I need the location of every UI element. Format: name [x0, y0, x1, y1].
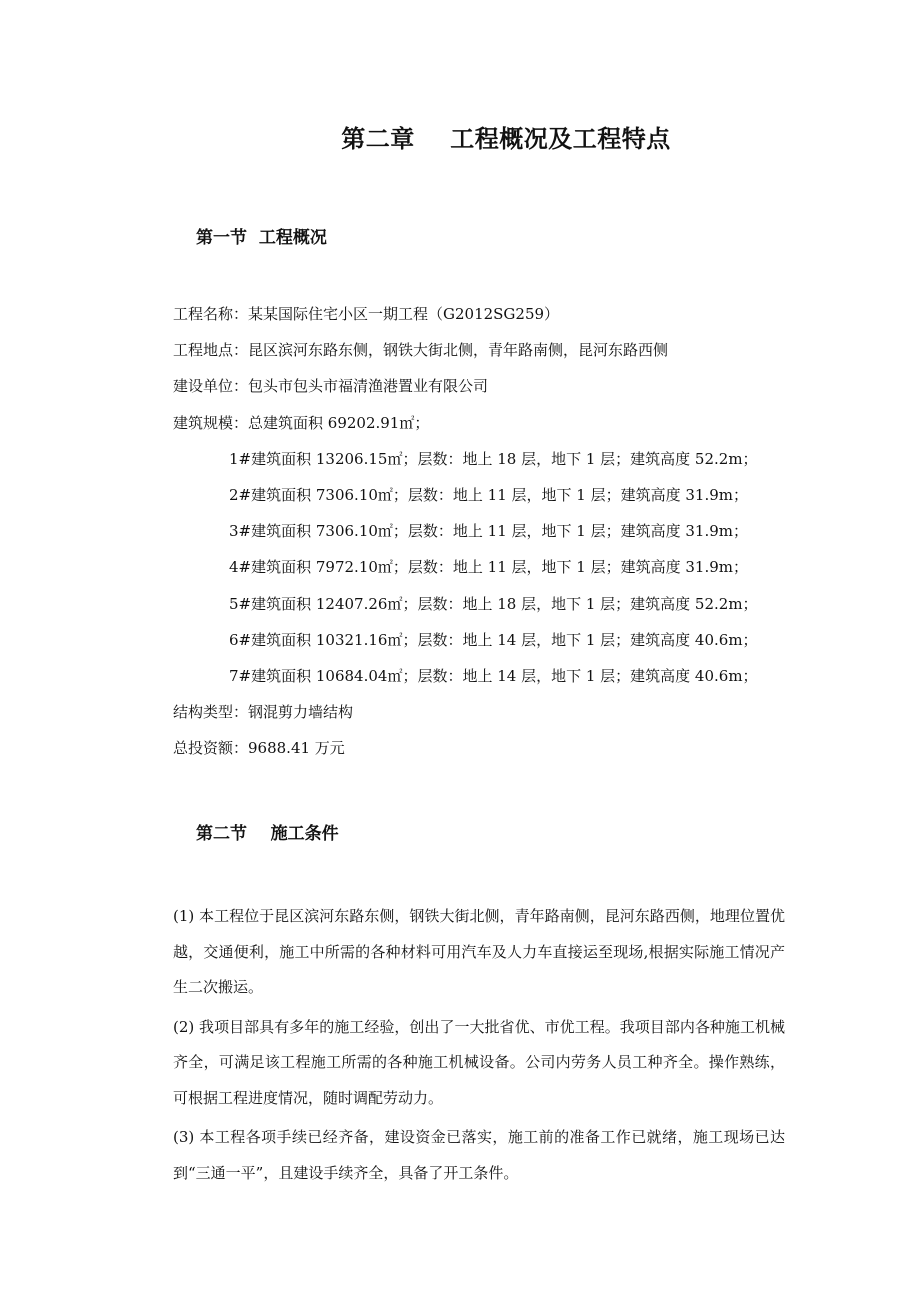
project-info-list	[0, 301, 920, 771]
condition-paragraph-2: (2) 我项目部具有多年的施工经验，创出了一大批省优、市优工程。我项目部内各种施工机械齐全，可满足该工程施工所需的各种施工机械设备。公司内劳务人员工种齐全。操作熟练，可根据工程进度情况，随时调配劳动力。	[173, 1017, 785, 1107]
info-line-building-3: 3#建筑面积 7306.10㎡；层数：地上 11 层，地下 1 层；建筑高度 31.9m；	[229, 522, 749, 541]
condition-paragraph-3: (3) 本工程各项手续已经齐备，建设资金已落实，施工前的准备工作已就绪，施工现场已达到“三通一平”，且建设手续齐全，具备了开工条件。	[173, 1128, 785, 1182]
section-title-construction-conditions: 第二节 施工条件	[196, 824, 339, 844]
info-line-building-7: 7#建筑面积 10684.04㎡；层数：地上 14 层，地下 1 层；建筑高度 40.6m；	[229, 666, 758, 685]
chapter-title: 第二章 工程概况及工程特点	[341, 124, 671, 153]
info-line-building-2: 2#建筑面积 7306.10㎡；层数：地上 11 层，地下 1 层；建筑高度 31.9m；	[229, 485, 749, 504]
construction-conditions-body	[173, 899, 785, 1195]
condition-paragraph-1: (1) 本工程位于昆区滨河东路东侧，钢铁大街北侧，青年路南侧，昆河东路西侧，地理位置优越，交通便利，施工中所需的各种材料可用汽车及人力车直接运至现场,根据实际施工情况产生二次搬运。	[173, 907, 785, 996]
info-line-building-5: 5#建筑面积 12407.26㎡；层数：地上 18 层，地下 1 层；建筑高度 52.2m；	[229, 594, 758, 613]
info-line-project-name: 工程名称：某某国际住宅小区一期工程（G2012SG259）	[173, 305, 560, 323]
info-line-building-scale: 建筑规模：总建筑面积 69202.91㎡；	[173, 413, 430, 432]
info-line-building-4: 4#建筑面积 7972.10㎡；层数：地上 11 层，地下 1 层；建筑高度 31.9m；	[229, 558, 749, 577]
info-line-developer: 建设单位：包头市包头市福清渔港置业有限公司	[173, 377, 489, 396]
info-line-total-investment: 总投资额：9688.41 万元	[173, 739, 345, 758]
info-line-project-location: 工程地点：昆区滨河东路东侧，钢铁大街北侧，青年路南侧，昆河东路西侧	[173, 341, 669, 360]
info-line-structure-type: 结构类型：钢混剪力墙结构	[173, 703, 354, 722]
info-line-building-6: 6#建筑面积 10321.16㎡；层数：地上 14 层，地下 1 层；建筑高度 40.6m；	[229, 630, 758, 649]
info-line-building-1: 1#建筑面积 13206.15㎡；层数：地上 18 层，地下 1 层；建筑高度 52.2m；	[229, 449, 758, 468]
section-title-overview: 第一节 工程概况	[196, 228, 327, 248]
